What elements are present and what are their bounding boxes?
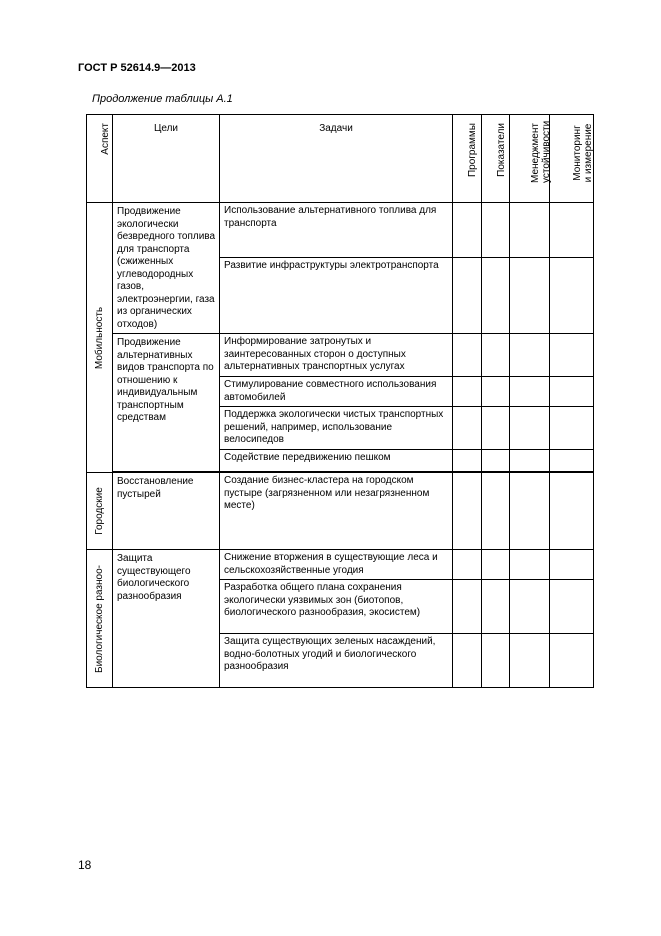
mark-cell [550,473,594,550]
table-row [87,473,594,550]
mark-cell [453,580,482,634]
aspect-biodiversity: Биологическое разноо- [87,550,113,688]
goal-cell: Восстановление пустырей [113,473,220,550]
goal-cell: Продвижение экологически безвредного топлива для транспорта (сжиженных углеводородных газов, электроэнергии, газа из органических отходов) [113,203,220,334]
header-monitoring: Мониторинг и измерение [550,115,594,203]
table-caption: Продолжение таблицы А.1 [92,93,233,105]
mark-cell [482,407,510,450]
goal-cell: Продвижение альтернативных видов транспорта по отношению к индивидуальным транспортным средствам [113,334,220,472]
task-cell: Поддержка экологически чистых транспортных решений, например, использование велосипедов [220,407,453,450]
mark-cell [510,450,550,472]
mark-cell [510,550,550,580]
header-indicators: Показатели [482,115,510,203]
header-management: Менеджмент устойчивости [510,115,550,203]
mark-cell [453,550,482,580]
mark-cell [453,377,482,407]
mark-cell [482,580,510,634]
mark-cell [482,257,510,333]
mark-cell [453,634,482,688]
header-row [87,115,594,203]
task-cell: Стимулирование совместного использования автомобилей [220,377,453,407]
task-cell: Защита существующих зеленых насаждений, водно-болотных угодий и биологического разнообразия [220,634,453,688]
mark-cell [482,473,510,550]
mark-cell [453,450,482,472]
goal-cell: Защита существующего биологического разнообразия [113,550,220,688]
mark-cell [510,634,550,688]
mark-cell [550,257,594,333]
mark-cell [510,334,550,377]
task-cell: Разработка общего плана сохранения экологически уязвимых зон (биотопов, биологического разнообразия, экосистем) [220,580,453,634]
aspect-mobility: Мобильность [87,203,113,473]
document-header: ГОСТ Р 52614.9—2013 [78,62,196,74]
mark-cell [550,634,594,688]
mark-cell [453,407,482,450]
aspects-table [86,114,594,688]
table-row [87,334,594,377]
mark-cell [550,550,594,580]
mark-cell [482,377,510,407]
aspect-urban: Городские [87,473,113,550]
mark-cell [550,377,594,407]
mark-cell [550,203,594,258]
mark-cell [453,334,482,377]
mark-cell [510,377,550,407]
table-row [87,550,594,580]
mark-cell [550,334,594,377]
mark-cell [453,257,482,333]
mark-cell [482,634,510,688]
task-cell: Создание бизнес-кластера на городском пустыре (загрязненном или незагрязненном месте) [220,473,453,550]
header-tasks: Задачи [220,115,453,203]
mark-cell [482,550,510,580]
mark-cell [482,334,510,377]
mark-cell [550,407,594,450]
task-cell: Информирование затронутых и заинтересованных сторон о доступных альтернативных транспортных услугах [220,334,453,377]
header-goals: Цели [113,115,220,203]
mark-cell [453,473,482,550]
mark-cell [510,257,550,333]
task-cell: Развитие инфраструктуры электротранспорта [220,257,453,333]
header-programs: Программы [453,115,482,203]
table-row [87,203,594,258]
page-number: 18 [78,858,92,872]
mark-cell [510,407,550,450]
task-cell: Использование альтернативного топлива для транспорта [220,203,453,258]
mark-cell [482,450,510,472]
task-cell: Снижение вторжения в существующие леса и сельскохозяйственные угодия [220,550,453,580]
mark-cell [510,580,550,634]
header-aspect: Аспект [87,115,113,203]
mark-cell [550,450,594,472]
mark-cell [453,203,482,258]
mark-cell [510,473,550,550]
mark-cell [482,203,510,258]
mark-cell [510,203,550,258]
mark-cell [550,580,594,634]
task-cell: Содействие передвижению пешком [220,450,453,472]
